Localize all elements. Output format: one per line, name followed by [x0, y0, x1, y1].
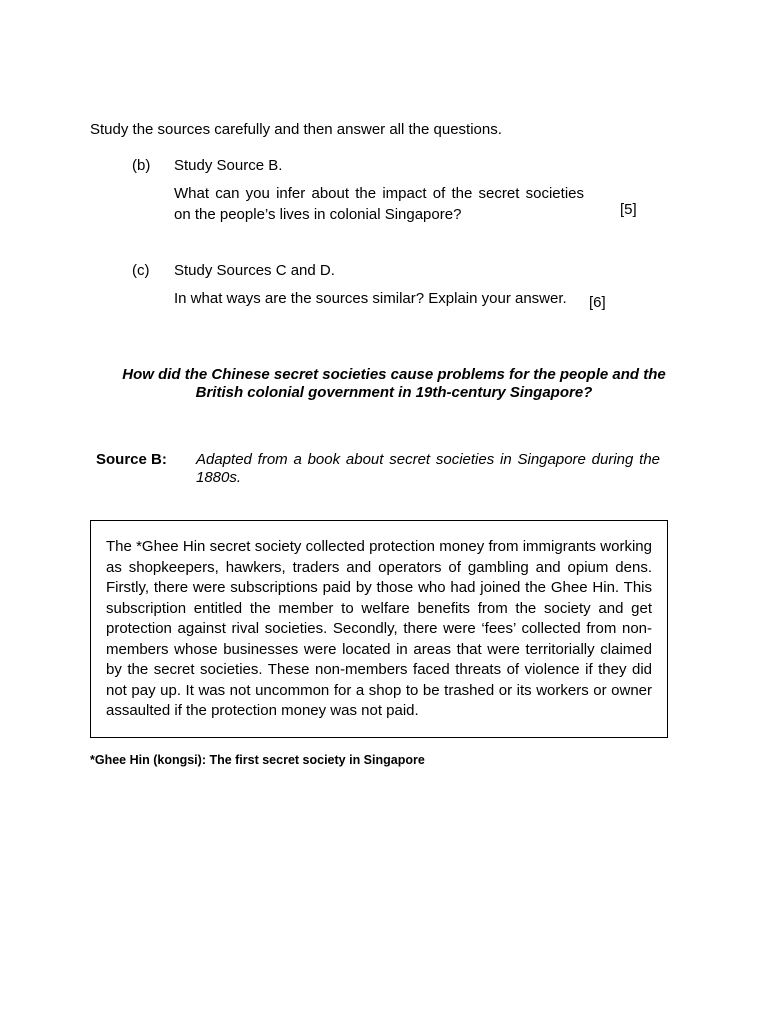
- question-c-label: (c): [132, 262, 150, 279]
- source-b-text: The *Ghee Hin secret society collected protection money from immigrants working as shopkeepers, hawkers, traders and operators of gambling and opium dens. Firstly, there were subscriptions paid by those who had joined the Ghee Hin. This subscription entitled the member to welfare benefits from the society and get protection against rival societies. Secondly, there were ‘fees’ collected from non-members whose businesses were located in areas that were territorially claimed by the secret societies. These non-members faced threats of violence if they did not pay up. It was not uncommon for a shop to be trashed or its workers or owner assaulted if the protection money was not paid.: [106, 538, 652, 719]
- main-question-heading: How did the Chinese secret societies cause problems for the people and the British colonial government in 19th-century Singapore?: [122, 366, 666, 401]
- question-c-title: Study Sources C and D.: [174, 262, 335, 279]
- question-c-body: In what ways are the sources similar? Explain your answer.: [174, 290, 567, 307]
- question-b-label: (b): [132, 157, 151, 174]
- question-b-marks: [5]: [620, 201, 637, 218]
- footnote: *Ghee Hin (kongsi): The first secret society in Singapore: [90, 753, 425, 767]
- instruction-text: Study the sources carefully and then answer all the questions.: [90, 121, 502, 138]
- question-b-body: What can you infer about the impact of the secret societies on the people’s lives in colonial Singapore?: [174, 185, 584, 223]
- source-b-label: Source B:: [96, 451, 167, 468]
- question-c-marks: [6]: [589, 294, 606, 311]
- source-b-description: Adapted from a book about secret societies in Singapore during the 1880s.: [196, 451, 660, 486]
- question-b-title: Study Source B.: [174, 157, 283, 174]
- source-b-box: [90, 520, 668, 738]
